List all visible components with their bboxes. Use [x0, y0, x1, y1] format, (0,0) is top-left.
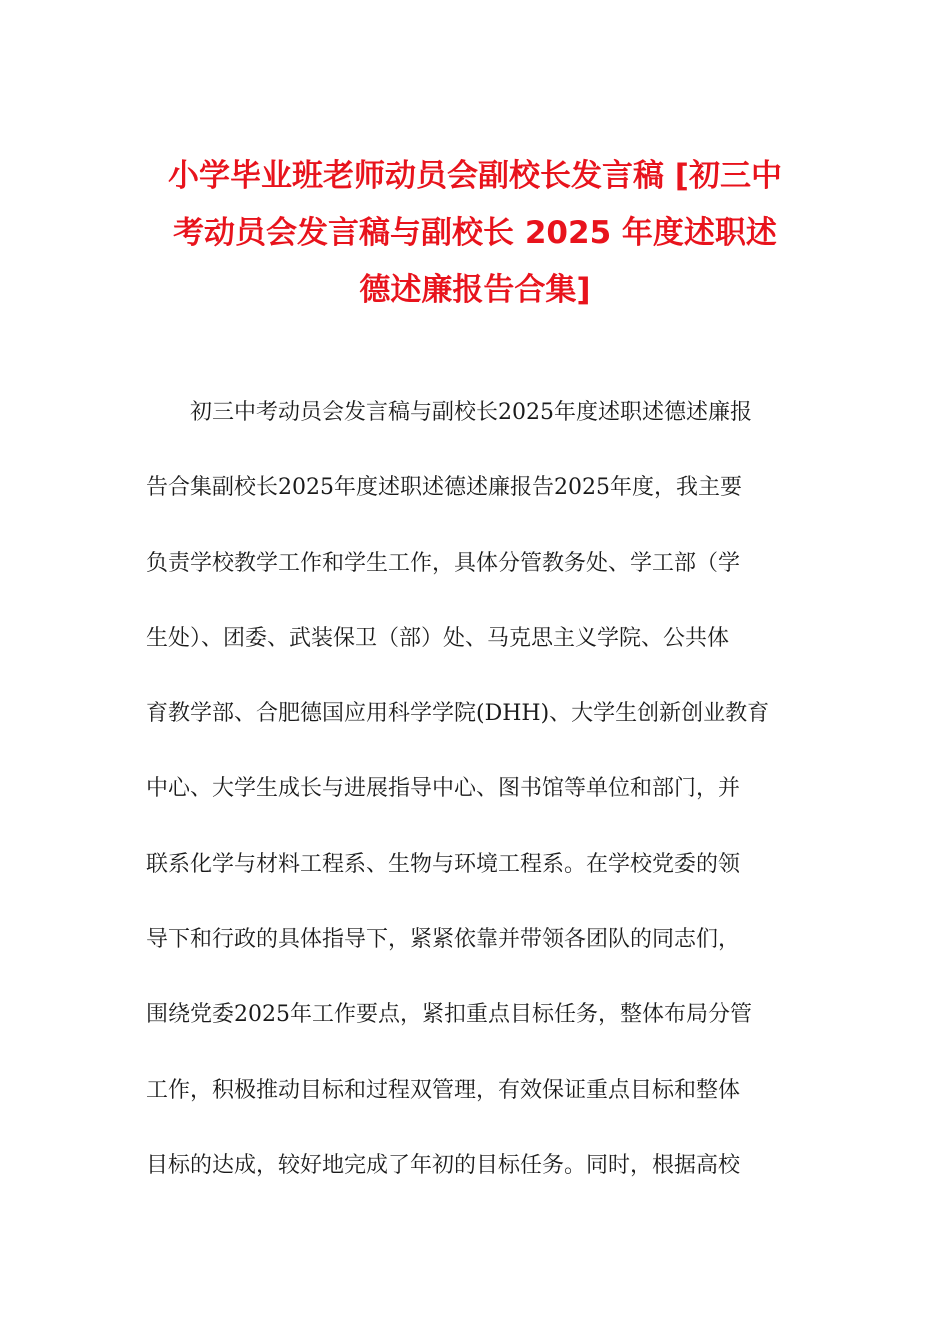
body-paragraph	[146, 375, 806, 1203]
body-line-1: 初三中考动员会发言稿与副校长2025年度述职述德述廉报	[190, 400, 752, 425]
body-line-2: 告合集副校长2025年度述职述德述廉报告2025年度，我主要	[146, 475, 742, 501]
body-line-7: 联系化学与材料工程系、生物与环境工程系。在学校党委的领	[146, 851, 741, 877]
body-line-4: 生处）、团委、武装保卫（部）处、马克思主义学院、公共体	[146, 625, 730, 651]
body-line-11: 目标的达成，较好地完成了年初的目标任务。同时，根据高校	[146, 1152, 741, 1178]
body-line-6: 中心、大学生成长与进展指导中心、图书馆等单位和部门，并	[146, 776, 741, 802]
body-line-5: 育教学部、合肥德国应用科学学院(DHH)、大学生创新创业教育	[146, 701, 770, 727]
document-title	[130, 148, 820, 319]
body-line-10: 工作，积极推动目标和过程双管理，有效保证重点目标和整体	[146, 1077, 741, 1103]
title-line-2: 考动员会发言稿与副校长 2025 年度述职述	[173, 215, 777, 251]
title-line-1: 小学毕业班老师动员会副校长发言稿 [初三中	[168, 158, 782, 194]
body-line-3: 负责学校教学工作和学生工作，具体分管教务处、学工部（学	[146, 550, 741, 576]
title-line-3: 德述廉报告合集]	[359, 272, 591, 308]
body-line-9: 围绕党委2025年工作要点，紧扣重点目标任务，整体布局分管	[146, 1002, 752, 1028]
body-line-8: 导下和行政的具体指导下，紧紧依靠并带领各团队的同志们，	[146, 927, 741, 953]
